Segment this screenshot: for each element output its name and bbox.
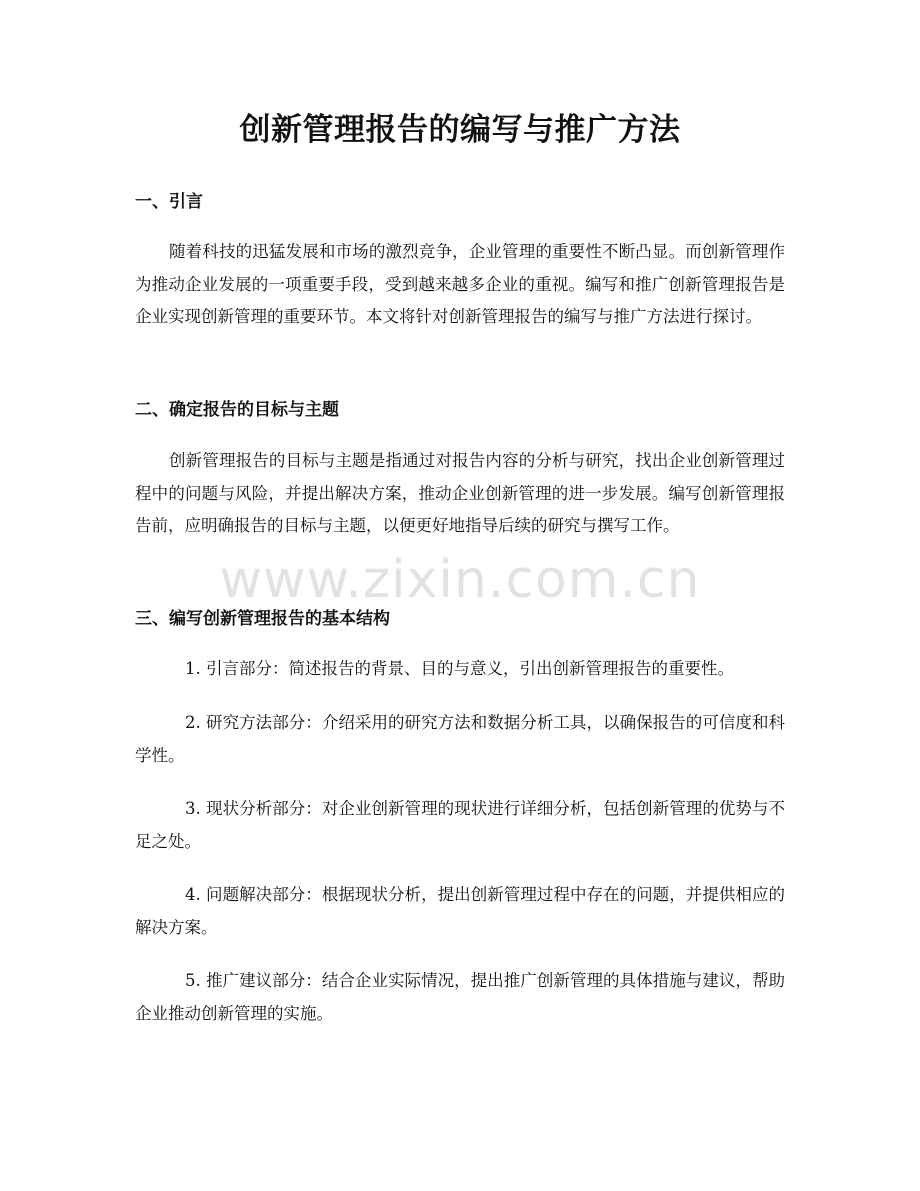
section-heading-goals: 二、确定报告的目标与主题 (135, 400, 339, 420)
list-item: 4. 问题解决部分：根据现状分析，提出创新管理过程中存在的问题，并提供相应的解决方案。 (135, 885, 785, 937)
list-item: 1. 引言部分：简述报告的背景、目的与意义，引出创新管理报告的重要性。 (185, 659, 734, 678)
section-heading-introduction: 一、引言 (135, 192, 203, 212)
list-item: 5. 推广建议部分：结合企业实际情况，提出推广创新管理的具体措施与建议，帮助企业推动创新管理的实施。 (135, 971, 785, 1023)
section-paragraph-goals: 创新管理报告的目标与主题是指通过对报告内容的分析与研究，找出企业创新管理过程中的问题与风险，并提出解决方案，推动企业创新管理的进一步发展。编写创新管理报告前，应明确报告的目标与主题，以便更好地指导后续的研究与撰写工作。 (135, 451, 785, 535)
section-heading-structure: 三、编写创新管理报告的基本结构 (135, 609, 390, 629)
watermark: www.zixin.com.cn (219, 550, 701, 610)
list-item: 2. 研究方法部分：介绍采用的研究方法和数据分析工具，以确保报告的可信度和科学性。 (135, 713, 785, 765)
document-title: 创新管理报告的编写与推广方法 (239, 112, 681, 148)
section-paragraph-introduction: 随着科技的迅猛发展和市场的激烈竞争，企业管理的重要性不断凸显。而创新管理作为推动企业发展的一项重要手段，受到越来越多企业的重视。编写和推广创新管理报告是企业实现创新管理的重要环节。本文将针对创新管理报告的编写与推广方法进行探讨。 (135, 242, 785, 326)
list-item: 3. 现状分析部分：对企业创新管理的现状进行详细分析，包括创新管理的优势与不足之处。 (135, 799, 785, 851)
